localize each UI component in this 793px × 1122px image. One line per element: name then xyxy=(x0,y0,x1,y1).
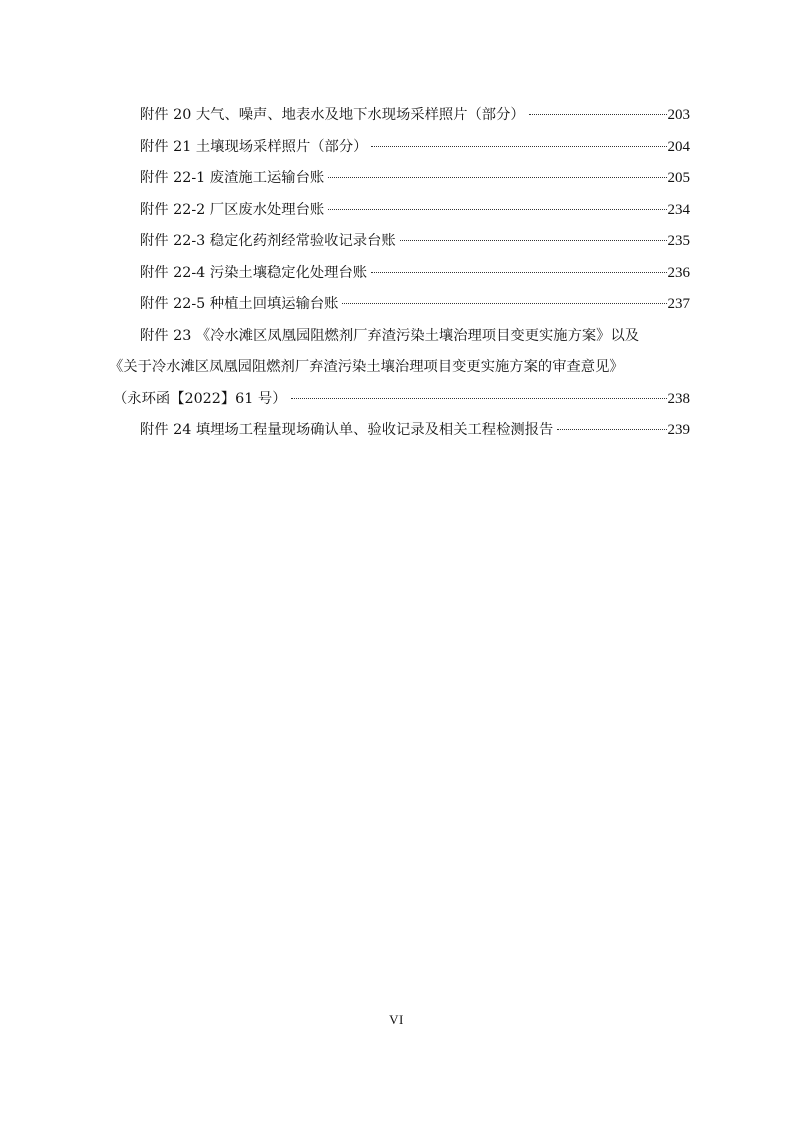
toc-entry-page: 205 xyxy=(667,170,690,186)
dot-leader xyxy=(529,114,667,115)
toc-entry[interactable] xyxy=(113,289,690,321)
toc-entry-title: 附件 20 大气、噪声、地表水及地下水现场采样照片（部分） xyxy=(140,107,525,123)
toc-entry[interactable] xyxy=(113,258,690,290)
toc-entry[interactable] xyxy=(113,415,690,447)
toc-entry-title: 附件 22-2 厂区废水处理台账 xyxy=(140,201,325,218)
toc-entry[interactable] xyxy=(113,163,690,195)
dot-leader xyxy=(328,209,666,210)
toc-entry-page: 238 xyxy=(667,390,690,407)
toc-entry-multiline[interactable] xyxy=(109,321,690,416)
dot-leader xyxy=(400,240,667,241)
toc-entry-line1: 附件 23 《冷水滩区凤凰园阻燃剂厂弃渣污染土壤治理项目变更实施方案》以及 xyxy=(140,327,640,344)
dot-leader xyxy=(342,303,666,304)
toc-entry-line2: 《关于冷水滩区凤凰园阻燃剂厂弃渣污染土壤治理项目变更实施方案的审查意见》 xyxy=(109,359,624,375)
toc-entry-page: 239 xyxy=(667,422,690,438)
toc-entry-title: 附件 22-1 废渣施工运输台账 xyxy=(140,170,325,186)
toc-entry-page: 234 xyxy=(667,201,690,218)
dot-leader xyxy=(291,398,667,399)
toc-entry-line3 xyxy=(113,384,690,416)
dot-leader xyxy=(557,429,666,430)
toc-entry[interactable] xyxy=(113,195,690,227)
table-of-contents xyxy=(109,100,690,447)
toc-entry-title: 附件 22-5 种植土回填运输台账 xyxy=(140,296,339,312)
toc-entry[interactable] xyxy=(113,100,690,132)
toc-entry-title: （永环函【2022】61 号） xyxy=(113,390,287,407)
toc-entry-page: 204 xyxy=(667,138,690,155)
toc-entry-page: 236 xyxy=(667,264,690,281)
toc-entry[interactable] xyxy=(113,226,690,258)
toc-entry-title: 附件 24 填埋场工程量现场确认单、验收记录及相关工程检测报告 xyxy=(140,422,554,438)
toc-entry-title: 附件 22-3 稳定化药剂经常验收记录台账 xyxy=(140,233,396,249)
toc-entry-title: 附件 22-4 污染土壤稳定化处理台账 xyxy=(140,264,368,281)
dot-leader xyxy=(328,177,666,178)
toc-entry-title: 附件 21 土壤现场采样照片（部分） xyxy=(140,138,368,155)
toc-entry-page: 235 xyxy=(667,233,690,249)
toc-entry[interactable] xyxy=(113,132,690,164)
page-number: VI xyxy=(389,1012,404,1027)
toc-entry-page: 203 xyxy=(667,107,690,123)
toc-entry-page: 237 xyxy=(667,296,690,312)
dot-leader xyxy=(371,272,666,273)
dot-leader xyxy=(371,146,666,147)
